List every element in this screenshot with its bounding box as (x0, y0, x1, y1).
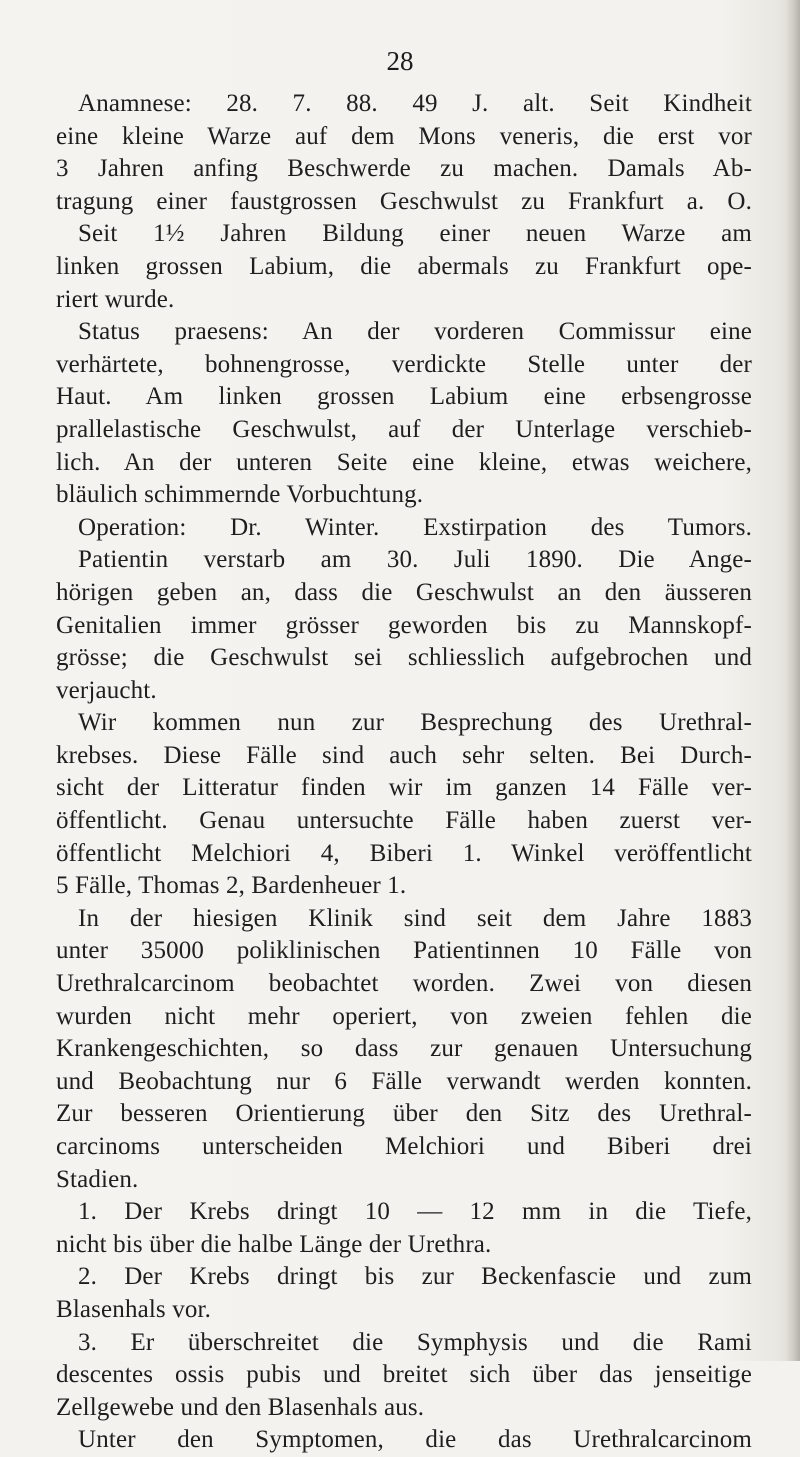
text-line: lich. An der unteren Seite eine kleine, etwas weichere, (56, 448, 752, 476)
text-line: 3 Jahren anfing Beschwerde zu machen. Damals Ab- (56, 155, 752, 183)
text-line: Genitalien immer grösser geworden bis zu Mannskopf- (56, 611, 752, 639)
text-line: Krankengeschichten, so dass zur genauen Untersuchung (56, 1035, 752, 1063)
text-line: riert wurde. (56, 285, 175, 313)
text-line: Unter den Symptomen, die das Urethralcarcinom (78, 1426, 752, 1454)
text-line: Haut. Am linken grossen Labium eine erbsengrosse (56, 383, 752, 411)
text-line: Zellgewebe und den Blasenhals aus. (56, 1393, 425, 1421)
text-line: tragung einer faustgrossen Geschwulst zu Frankfurt a. O. (56, 187, 752, 215)
text-line: Seit 1½ Jahren Bildung einer neuen Warze am (78, 220, 752, 248)
text-line: Urethralcarcinom beobachtet worden. Zwei von diesen (56, 970, 752, 998)
text-line: 3. Er überschreitet die Symphysis und die Rami (78, 1328, 752, 1356)
text-line: 2. Der Krebs dringt bis zur Beckenfascie und zum (78, 1263, 752, 1291)
text-line: linken grossen Labium, die abermals zu Frankfurt ope- (56, 252, 752, 280)
text-line: grösse; die Geschwulst sei schliesslich aufgebrochen und (56, 644, 752, 672)
text-line: carcinoms unterscheiden Melchiori und Biberi drei (56, 1133, 752, 1160)
text-line: Blasenhals vor. (56, 1295, 212, 1323)
text-line: eine kleine Warze auf dem Mons veneris, die erst vor (56, 122, 752, 150)
text-line: verjaucht. (56, 676, 157, 704)
text-line: Wir kommen nun zur Besprechung des Urethral- (78, 709, 752, 737)
text-line: öffentlicht Melchiori 4, Biberi 1. Winkel veröffentlicht (56, 839, 752, 867)
text-line: sicht der Litteratur finden wir im ganzen 14 Fälle ver- (56, 774, 752, 802)
page-edge-shadow (786, 0, 800, 1361)
text-line: descentes ossis pubis und breitet sich über das jenseitige (56, 1361, 752, 1389)
text-line: hörigen geben an, dass die Geschwulst an den äusseren (56, 578, 752, 606)
text-line: 1. Der Krebs dringt 10 — 12 mm in die Tiefe, (78, 1198, 752, 1226)
text-line: und Beobachtung nur 6 Fälle verwandt werden konnten. (56, 1067, 752, 1095)
text-line: unter 35000 poliklinischen Patientinnen 10 Fälle von (56, 937, 752, 965)
text-line: nicht bis über die halbe Länge der Urethra. (56, 1230, 492, 1258)
text-line: Operation: Dr. Winter. Exstirpation des Tumors. (78, 513, 752, 541)
text-line: 5 Fälle, Thomas 2, Bardenheuer 1. (56, 872, 407, 900)
text-line: Status praesens: An der vorderen Commissur eine (78, 318, 752, 346)
text-line: öffentlicht. Genau untersuchte Fälle haben zuerst ver- (56, 807, 752, 835)
text-line: wurden nicht mehr operiert, von zweien fehlen die (56, 1002, 752, 1030)
text-line: Zur besseren Orientierung über den Sitz des Urethral- (56, 1100, 752, 1128)
text-line: krebses. Diese Fälle sind auch sehr selten. Bei Durch- (56, 741, 752, 769)
text-line: verhärtete, bohnengrosse, verdickte Stelle unter der (56, 350, 752, 378)
body-text (56, 88, 752, 1457)
text-line: Patientin verstarb am 30. Juli 1890. Die Ange- (78, 546, 752, 574)
text-line: Stadien. (56, 1165, 139, 1193)
text-line: prallelastische Geschwulst, auf der Unterlage verschieb- (56, 415, 752, 443)
text-line: Anamnese: 28. 7. 88. 49 J. alt. Seit Kindheit (78, 90, 752, 117)
page-number: 28 (386, 46, 414, 76)
text-line: bläulich schimmernde Vorbuchtung. (56, 481, 424, 509)
text-line: In der hiesigen Klinik sind seit dem Jahre 1883 (78, 904, 752, 932)
